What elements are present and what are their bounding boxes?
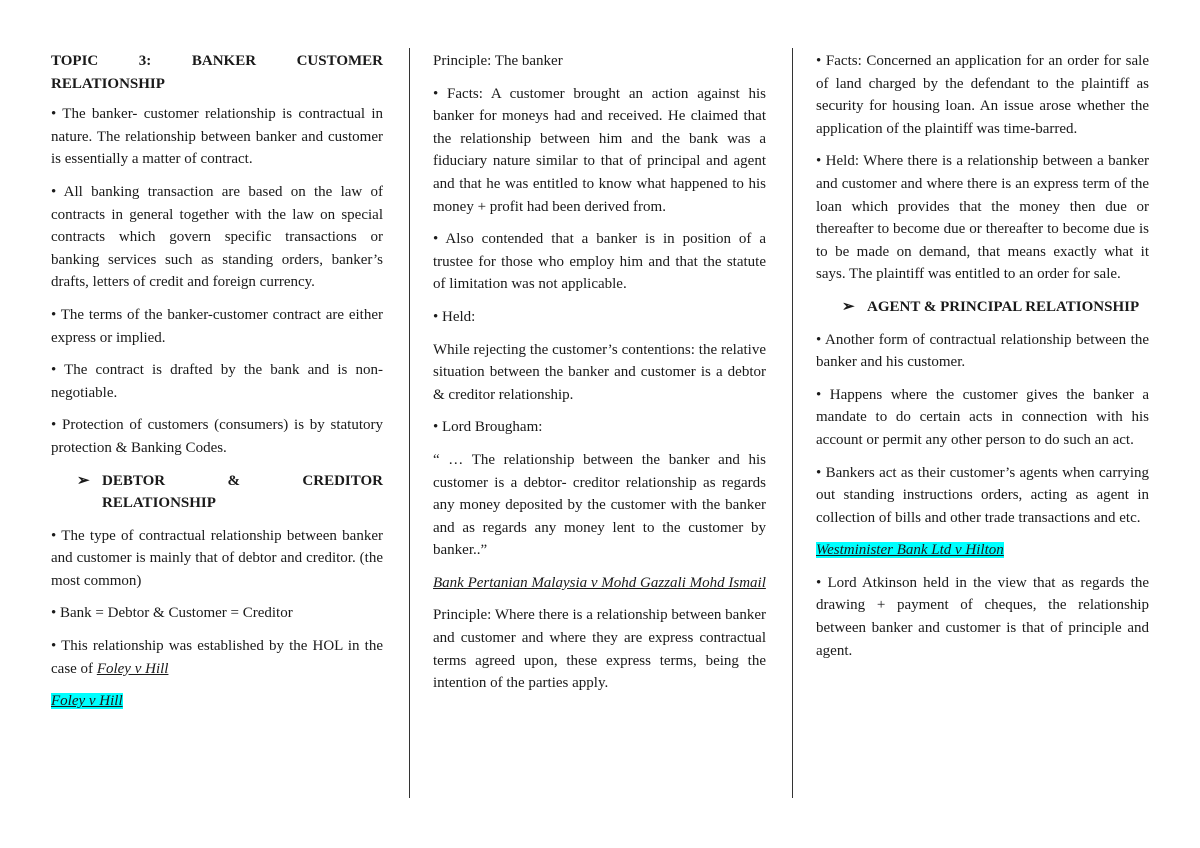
paragraph: • Protection of customers (consumers) is by statutory protection & Banking Codes.	[51, 417, 383, 456]
paragraph: • Held: Where there is a relationship between a banker and customer and where there is an express term of the loan which provides that the money then due or thereafter to become due or thereafter to become due is to be made on demand, that means exactly what it says. The plaintiff was entitled to an order for sale.	[816, 153, 1149, 283]
column-1	[51, 50, 383, 723]
case-name: Foley v Hill	[96, 660, 169, 677]
case-heading	[816, 539, 1149, 562]
highlighted-case-name: Westminister Bank Ltd v Hilton	[816, 542, 1004, 559]
paragraph: • Lord Atkinson held in the view that as regards the drawing + payment of cheques, the relationship between banker and customer is that of principle and agent.	[816, 574, 1149, 659]
paragraph: • The terms of the banker-customer contract are either express or implied.	[51, 306, 383, 346]
arrow-bullet-icon: ➢	[842, 298, 855, 315]
paragraph: • The banker- customer relationship is contractual in nature. The relationship between banker and customer is essentially a matter of contract.	[51, 106, 383, 168]
arrow-bullet-icon: ➢	[77, 472, 90, 489]
case-heading	[51, 690, 383, 713]
paragraph: • The type of contractual relationship between banker and customer is mainly that of debtor and creditor. (the most common)	[51, 527, 383, 589]
paragraph: • Also contended that a banker is in position of a trustee for those who employ him and that the statute of limitation was not applicable.	[433, 231, 766, 293]
paragraph: • Facts: A customer brought an action against his banker for moneys had and received. He claimed that the relationship between him and the bank was a fiduciary nature similar to that of principal and agent and that he was entitled to know what happened to his money + profit had been derived from.	[433, 85, 766, 215]
paragraph: Principle: Where there is a relationship between banker and customer and where they are express contractual terms agreed upon, these express terms, being the intention of the parties apply.	[433, 607, 766, 692]
column-3	[816, 50, 1149, 672]
column-2	[433, 50, 766, 705]
paragraph: • Bank = Debtor & Customer = Creditor	[51, 605, 293, 622]
column-divider-1	[409, 48, 410, 798]
paragraph: While rejecting the customer’s contentions: the relative situation between the banker and customer is a debtor & creditor relationship.	[433, 341, 766, 403]
paragraph: • Another form of contractual relationship between the banker and his customer.	[816, 331, 1149, 371]
paragraph: • Lord Brougham:	[433, 419, 543, 436]
section-heading-text: DEBTOR & CREDITOR RELATIONSHIP	[102, 472, 383, 512]
paragraph	[51, 635, 383, 680]
case-heading	[433, 572, 766, 595]
case-name: Bank Pertanian Malaysia v Mohd Gazzali Mohd Ismail	[433, 574, 766, 591]
highlighted-case-name: Foley v Hill	[51, 693, 123, 710]
paragraph: Principle: The banker	[433, 53, 563, 69]
section-heading-agent-principal	[842, 296, 1149, 319]
column-divider-2	[792, 48, 793, 798]
paragraph: • All banking transaction are based on the law of contracts in general together with the law on special contracts which govern specific transactions or banking services such as standing orders, banker’s drafts, letters of credit and foreign currency.	[51, 183, 383, 291]
paragraph: • Bankers act as their customer’s agents when carrying out standing instructions orders, acting as agent in collection of bills and other trade transactions and etc.	[816, 464, 1149, 526]
document-title: TOPIC 3: BANKER CUSTOMER RELATIONSHIP	[51, 53, 383, 92]
paragraph: • Happens where the customer gives the banker a mandate to do certain acts in connection with his account or permit any other person to do such an act.	[816, 386, 1149, 448]
paragraph: • Held:	[433, 308, 476, 325]
section-heading-debtor-creditor	[77, 470, 383, 515]
paragraph: • Facts: Concerned an application for an order for sale of land charged by the defendant to the plaintiff as security for housing loan. An issue arose whether the application of the plaintiff was time-barred.	[816, 53, 1149, 137]
paragraph: • The contract is drafted by the bank and is non-negotiable.	[51, 362, 383, 401]
section-heading-text: AGENT & PRINCIPAL RELATIONSHIP	[867, 298, 1140, 315]
quotation: “ … The relationship between the banker and his customer is a debtor- creditor relationship as regards any money deposited by the customer with the banker and as regards any money lent to the customer by banker..”	[433, 451, 766, 559]
paragraph-text: • This relationship was established by the HOL in the case of	[51, 638, 383, 677]
